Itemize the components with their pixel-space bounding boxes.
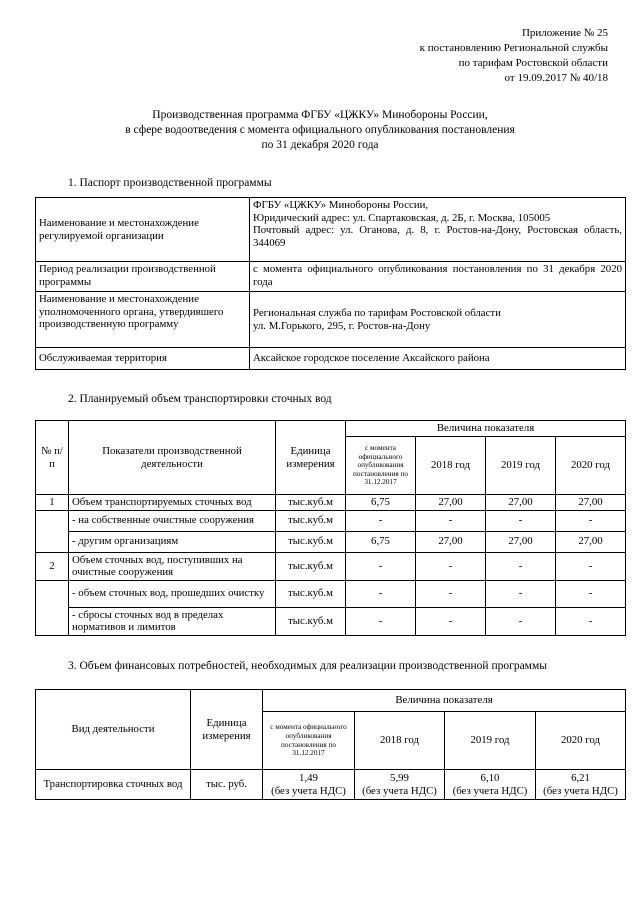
value-note: (без учета НДС) [543,784,618,797]
value-note: (без учета НДС) [452,784,528,797]
finance-table [35,689,626,800]
row-value: - [346,580,416,607]
row-value: - [486,580,556,607]
row-unit: тыс.куб.м [276,580,346,607]
row-unit: тыс.куб.м [276,607,346,635]
row-value: 27,00 [416,495,486,511]
col-header-2019: 2019 год [445,712,536,770]
row-num [36,510,69,552]
col-header-2018: 2018 год [355,712,445,770]
table-header-row [36,690,626,712]
row-value: 27,00 [486,495,556,511]
value-amount: 6,21 [571,772,590,784]
value-note: (без учета НДС) [362,784,437,797]
col-header-group: Величина показателя [263,690,626,712]
row-unit: тыс. руб. [191,770,263,800]
passport-label: Обслуживаемая территория [36,348,250,370]
appendix-ref-line: к постановлению Региональной службы [419,42,608,54]
passport-label: Наименование и местонахождение уполномоченного органа, утвердившего производственную программу [36,292,250,348]
col-header-2020: 2020 год [536,712,626,770]
row-value: 27,00 [556,531,626,552]
row-value: 27,00 [556,495,626,511]
row-value: - [416,510,486,531]
appendix-date: от 19.09.2017 № 40/18 [504,72,608,84]
col-header-unit: Единица измерения [191,690,263,770]
section1-heading: 1. Паспорт производственной программы [68,177,272,189]
row-name: - другим организациям [69,531,276,552]
row-value: - [556,580,626,607]
row-value [263,770,355,800]
row-value [355,770,445,800]
row-value: - [556,552,626,580]
row-unit: тыс.куб.м [276,495,346,511]
col-header-2018: 2018 год [416,437,486,495]
table-row [36,531,626,552]
value-line: Юридический адрес: ул. Спартаковская, д. 2Б, г. Москва, 105005 [253,211,551,224]
passport-value [250,198,626,262]
row-value: - [416,552,486,580]
volume-table [35,420,626,636]
passport-table [35,197,626,370]
row-name: - объем сточных вод, прошедших очистку [69,580,276,607]
row-value: - [486,607,556,635]
row-name: - сбросы сточных вод в пределах нормативов и лимитов [69,607,276,635]
row-name: Объем сточных вод, поступивших на очистные сооружения [69,552,276,580]
value-line: Почтовый адрес: ул. Оганова, д. 8, г. Ростов-на-Дону, Ростовская область, 344069 [253,224,622,249]
col-header-activity: Вид деятельности [36,690,191,770]
passport-label: Период реализации производственной программы [36,262,250,292]
row-unit: тыс.куб.м [276,531,346,552]
row-value: - [416,580,486,607]
value-line: ул. М.Горького, 295, г. Ростов-на-Дону [253,319,431,332]
value-amount: 5,99 [390,772,409,784]
col-header-period0: с момента официального опубликования постановления по 31.12.2017 [263,712,355,770]
row-unit: тыс.куб.м [276,510,346,531]
table-row [36,198,626,262]
col-header-group: Величина показателя [346,421,626,437]
row-unit: тыс.куб.м [276,552,346,580]
table-row [36,552,626,580]
row-value: - [346,510,416,531]
passport-value: с момента официального опубликования постановления по 31 декабря 2020 года [250,262,626,292]
section2-heading: 2. Планируемый объем транспортировки сточных вод [68,393,332,405]
col-header-2020: 2020 год [556,437,626,495]
row-value: - [346,552,416,580]
title-line: по 31 декабря 2020 года [261,139,379,151]
row-value: 27,00 [486,531,556,552]
col-header-num: № п/п [36,421,69,495]
row-num [36,580,69,635]
row-value: - [346,607,416,635]
row-value [536,770,626,800]
value-line: ФГБУ «ЦЖКУ» Минобороны России, [253,199,429,211]
value-amount: 6,10 [480,772,500,784]
value-line: Региональная служба по тарифам Ростовской области [253,307,501,319]
row-value: - [486,552,556,580]
row-num: 1 [36,495,69,511]
appendix-number: Приложение № 25 [521,27,608,39]
row-name: - на собственные очистные сооружения [69,510,276,531]
table-row [36,495,626,511]
value-amount: 1,49 [299,772,318,784]
col-header-2019: 2019 год [486,437,556,495]
table-row [36,292,626,348]
section3-heading: 3. Объем финансовых потребностей, необходимых для реализации производственной программы [68,660,547,672]
row-name: Объем транспортируемых сточных вод [69,495,276,511]
table-row [36,262,626,292]
row-value: - [416,607,486,635]
passport-label: Наименование и местонахождение регулируемой организации [36,198,250,262]
col-header-indicator: Показатели производственной деятельности [69,421,276,495]
table-row [36,510,626,531]
table-row [36,580,626,607]
col-header-unit: Единица измерения [276,421,346,495]
row-num: 2 [36,552,69,580]
table-row [36,348,626,370]
passport-value [250,292,626,348]
row-value: 6,75 [346,531,416,552]
row-value: 6,75 [346,495,416,511]
row-value: - [556,510,626,531]
appendix-header [278,26,608,86]
title-line: в сфере водоотведения с момента официального опубликования постановления [125,124,515,136]
table-row [36,607,626,635]
table-row [36,770,626,800]
document-title [60,108,580,153]
row-value: - [486,510,556,531]
row-value: - [556,607,626,635]
row-activity: Транспортировка сточных вод [36,770,191,800]
passport-value: Аксайское городское поселение Аксайского района [250,348,626,370]
title-line: Производственная программа ФГБУ «ЦЖКУ» Минобороны России, [152,109,488,121]
appendix-ref-line: по тарифам Ростовской области [458,57,608,69]
row-value [445,770,536,800]
table-header-row [36,421,626,437]
value-note: (без учета НДС) [271,784,346,797]
row-value: 27,00 [416,531,486,552]
col-header-period0: с момента официального опубликования постановления по 31.12.2017 [346,437,416,495]
